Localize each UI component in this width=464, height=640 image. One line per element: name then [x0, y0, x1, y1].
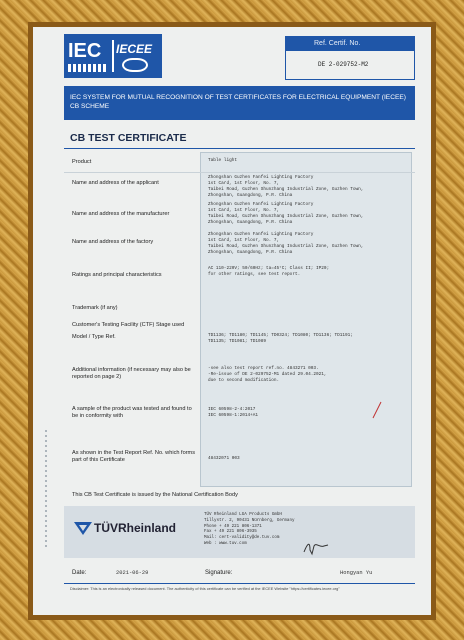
row-label: Trademark (if any) [72, 305, 118, 311]
logo-separator [112, 40, 114, 72]
signature-label: Signature: [205, 570, 233, 576]
logo-iecee-text: IECEE [116, 42, 153, 56]
row-value: 48432071 003 [208, 456, 240, 461]
row-label: As shown in the Test Report Ref. No. which forms part of this Certificate [72, 450, 196, 463]
tuv-logo-text: TÜVRheinland [94, 521, 177, 535]
row-value: Table light [208, 158, 237, 163]
iec-iecee-logo [64, 34, 162, 78]
disclaimer: Disclaimer: This is an electronically released document. The authenticity of this certificate can be verified at the IECEE Website "https://certificates.iecee.org" [70, 586, 340, 591]
row-label: Customer's Testing Facility (CTF) Stage used [72, 322, 185, 328]
row-value: -see also test report ref.no. 4843271 003. -Re-issue of DE 2-029752-M1 dated 29.04.2021, due to second modification. [208, 366, 327, 383]
logo-globe-graphic [122, 58, 148, 72]
scheme-band: IEC SYSTEM FOR MUTUAL RECOGNITION OF TEST CERTIFICATES FOR ELECTRICAL EQUIPMENT (IECEE) CB SCHEME [64, 86, 415, 120]
date-value: 2021-06-29 [116, 570, 149, 576]
row-label: Name and address of the manufacturer [72, 211, 170, 217]
row-label: Name and address of the applicant [72, 180, 159, 186]
row-label: Additional information (if necessary may also be reported on page 2) [72, 367, 191, 380]
row-value: AC 110-220V; 50/60Hz; ta=45°C; Class II; IP20; for other ratings, see test report. [208, 266, 330, 277]
checkmark-icon [370, 400, 384, 420]
date-label: Date: [72, 570, 87, 576]
signature-mark-icon [300, 540, 330, 556]
ref-certificate-box [285, 36, 415, 80]
footer-rule [64, 583, 415, 584]
ref-value: DE 2-029752-M2 [318, 61, 369, 68]
row-value: Zhongshan Guzhen Fanfei Lighting Factory 1st Card, 1st Floor, No. 7, Taibei Road, Guzhen Shunzhang Industrial Zone, Guzhen Town, Zhongshan, Guangdong, P.R. China [208, 202, 364, 225]
row-value: Zhongshan Guzhen Fanfei Lighting Factory 1st Card, 1st Floor, No. 7, Taibei Road, Guzhen Shunzhang Industrial Zone, Guzhen Town, Zhongshan, Guangdong, P.R. China [208, 232, 364, 255]
row-label: Product [72, 159, 92, 165]
security-strip-icon [42, 430, 50, 550]
ncb-address: TÜV Rheinland LGA Products GmbH Tillystr. 2, 90431 Nürnberg, Germany Phone + 49 221 806-1371 Fax + 49 221 806-3935 Mail: cert-validity@de.tuv.com Web : www.tuv.com [204, 513, 295, 546]
row-value: IEC 60598-2-4:2017 IEC 60598-1:2014+A1 [208, 407, 259, 418]
row-value: TD1136; TD1180; TD1145; TD0324; TD1080; TD1136; TD1191; TD1135; TD1081; TD1089 [208, 333, 353, 344]
logo-iec-text: IEC [68, 40, 102, 62]
row-divider [64, 172, 415, 173]
row-value: Zhongshan Guzhen Fanfei Lighting Factory 1st Card, 1st Floor, No. 7, Taibei Road, Guzhen Shunzhang Industrial Zone, Guzhen Town, Zhongshan, Guangdong, P.R. China [208, 175, 364, 198]
issued-by-text: This CB Test Certificate is issued by the National Certification Body [72, 492, 238, 498]
row-label: Ratings and principal characteristics [72, 272, 162, 278]
title-rule [64, 148, 415, 149]
signer-name: Hongyan Yu [340, 570, 373, 576]
row-label: Model / Type Ref. [72, 334, 116, 340]
row-label: Name and address of the factory [72, 239, 154, 245]
ref-label: Ref. Certif. No. [286, 37, 414, 51]
logo-bars-graphic [68, 64, 108, 72]
tuv-triangle-icon [72, 520, 94, 536]
row-label: A sample of the product was tested and found to be in conformity with [72, 406, 192, 419]
page-title: CB TEST CERTIFICATE [70, 132, 187, 144]
